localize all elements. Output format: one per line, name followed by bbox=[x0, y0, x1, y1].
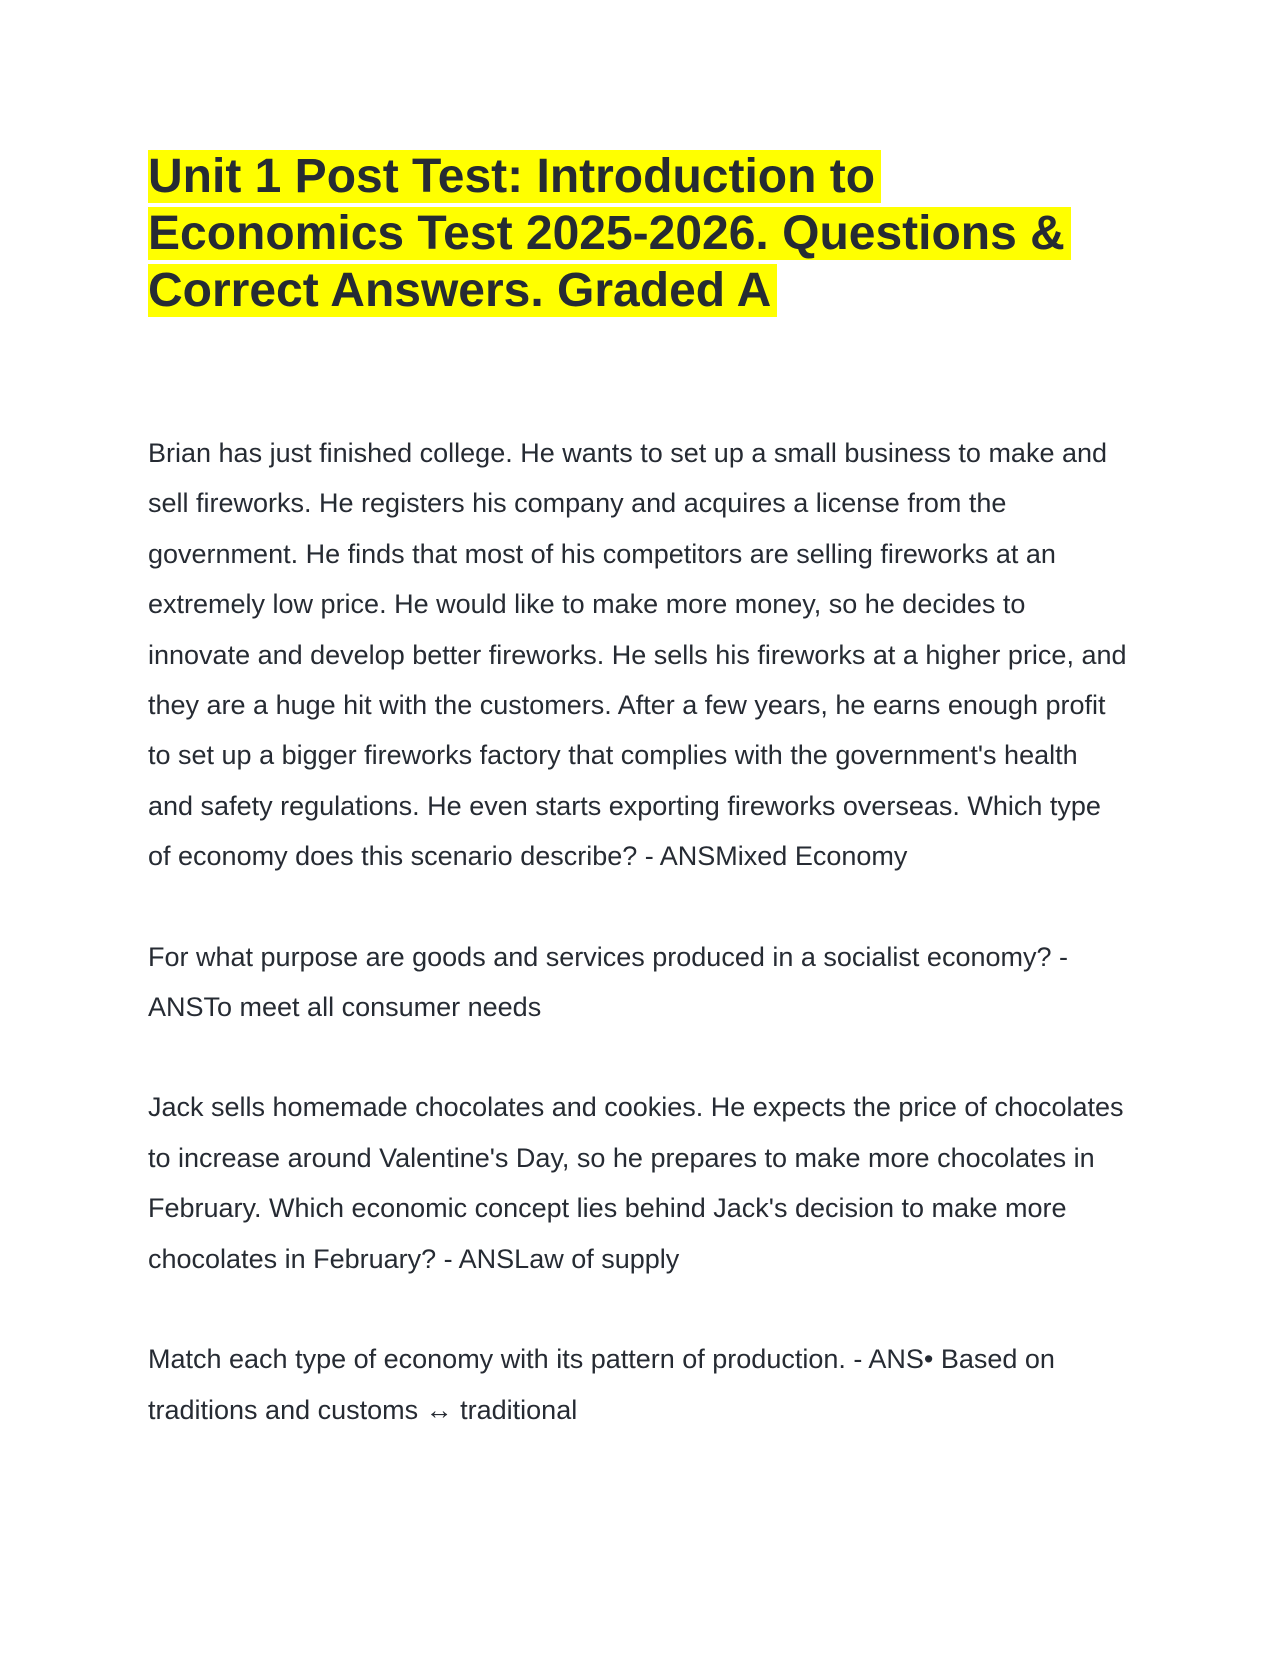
question-answer-1: Brian has just finished college. He wants to set up a small business to make and sell fireworks. He registers his company and acquires a license from the government. He finds that most of his competitors are selling fireworks at an extremely low price. He would like to make more money, so he decides to innovate and develop better fireworks. He sells his fireworks at a higher price, and they are a huge hit with the customers. After a few years, he earns enough profit to set up a bigger fireworks factory that complies with the government's health and safety regulations. He even starts exporting fireworks overseas. Which type of economy does this scenario describe? - ANSMixed Economy bbox=[148, 438, 1127, 872]
question-list bbox=[148, 428, 1128, 1485]
question-answer-4: Match each type of economy with its pattern of production. - ANS• Based on traditions and customs ↔ traditional bbox=[148, 1344, 1055, 1425]
document-title bbox=[148, 148, 1128, 319]
title-block bbox=[148, 148, 1128, 319]
question-answer-3: Jack sells homemade chocolates and cookies. He expects the price of chocolates to increase around Valentine's Day, so he prepares to make more chocolates in February. Which economic concept lies behind Jack's decision to make more chocolates in February? - ANSLaw of supply bbox=[148, 1092, 1124, 1274]
question-answer-2: For what purpose are goods and services produced in a socialist economy? - ANSTo meet all consumer needs bbox=[148, 941, 1068, 1023]
title-highlight: Unit 1 Post Test: Introduction to Economics Test 2025-2026. Questions & Correct Answers. Graded A bbox=[148, 150, 1071, 317]
